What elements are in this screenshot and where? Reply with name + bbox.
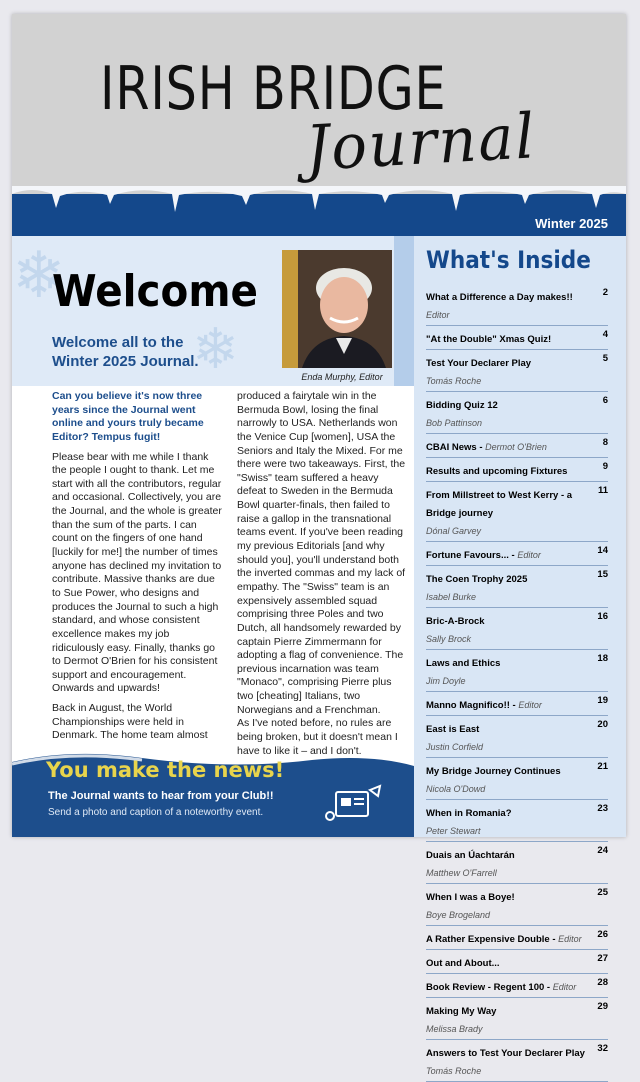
masthead [12,14,626,209]
toc-item-author: Jim Doyle [426,676,466,686]
toc-item-title: Bidding Quiz 12 [426,400,498,411]
toc-item-text [426,887,515,923]
toc-item-text [426,329,551,347]
toc-item-author: Tomás Roche [426,1066,482,1076]
toc-item-page: 15 [597,569,608,580]
toc-item-text [426,929,582,947]
editor-photo [282,250,392,368]
toc-item-title: Answers to Test Your Declarer Play [426,1048,585,1059]
toc-item[interactable] [426,1040,608,1082]
journal-page [12,14,626,1076]
toc-item-page: 18 [597,653,608,664]
editor-portrait-icon [282,250,392,368]
toc-item-author: Isabel Burke [426,592,477,602]
toc-item-author: Boye Brogeland [426,910,491,920]
welcome-section [12,236,414,837]
toc-item-title: From Millstreet to West Kerry - a Bridge journey [426,490,573,519]
snowflake-icon: ❄ [12,239,66,311]
toc-item-text [426,485,594,539]
snowflake-icon: ❄ [192,317,239,380]
toc-item[interactable] [426,884,608,926]
toc-item-text [426,977,576,995]
toc-item-title: When in Romania? [426,808,512,819]
toc-item[interactable] [426,542,608,566]
news-banner [12,758,414,837]
toc-item-page: 19 [597,695,608,706]
toc-item-text [426,461,567,479]
editorial-paragraph: Please bear with me while I thank the people I ought to thank. Let me start with all the contributors, regular and occasional. Collectively, you are the Journal, and the whole is greater than the sum of the parts. I can count on the fingers of one hand [luckily for me!] the number of times anyone has declined my invitation to contribute. Massive thanks are due to Sue Power, who designs and produces the Journal to such a high standard, and whose consistent excellence makes my job ridiculously easy. Finally, thanks go to Dermot O'Brien for his consistent support and encouragement. Onwards and upwards! [52,450,222,695]
toc-item-title: Laws and Ethics [426,658,501,669]
toc-item-page: 23 [597,803,608,814]
whats-inside-panel [414,236,626,1076]
toc-item-title: Book Review - Regent 100 - [426,982,553,993]
toc-item-title: My Bridge Journey Continues [426,766,561,777]
photo-caption: Enda Murphy, Editor [301,372,383,382]
snow-icicles [12,186,626,226]
toc-item-title: "At the Double" Xmas Quiz! [426,334,552,345]
table-of-contents [426,284,608,1082]
toc-item-page: 24 [597,845,608,856]
masthead-script-title: Journal [304,99,538,185]
toc-item[interactable] [426,434,608,458]
editorial-column-1 [52,390,222,749]
toc-item-page: 21 [597,761,608,772]
toc-item-text [426,1001,496,1037]
toc-item-text [426,1043,585,1079]
toc-item-title: Bric-A-Brock [426,616,485,627]
toc-item-text [426,437,547,455]
toc-item-text [426,719,483,755]
toc-item[interactable] [426,392,608,434]
news-heading: You make the news! [46,758,285,782]
toc-item-text [426,545,541,563]
toc-item-text [426,611,485,647]
toc-item-author: Editor [518,700,542,710]
toc-item-author: Tomás Roche [426,376,482,386]
toc-item-text [426,353,531,389]
whats-inside-heading: What's Inside [426,246,591,274]
toc-item-author: Dónal Garvey [426,526,482,536]
toc-item-title: Test Your Declarer Play [426,358,532,369]
toc-item[interactable] [426,950,608,974]
masthead-title: IRISH BRIDGE [100,54,447,124]
toc-item-author: Editor [558,934,582,944]
toc-item[interactable] [426,998,608,1040]
toc-item-author: Matthew O'Farrell [426,868,497,878]
welcome-subtitle: Welcome all to the Winter 2025 Journal. [52,334,199,370]
toc-item[interactable] [426,758,608,800]
news-instruction: Send a photo and caption of a noteworthy event. [48,807,264,818]
toc-item[interactable] [426,716,608,758]
toc-item-title: The Coen Trophy 2025 [426,574,528,585]
toc-item-title: What a Difference a Day makes!! [426,292,573,303]
toc-item-page: 2 [602,287,608,298]
toc-item-author: Editor [552,982,577,992]
welcome-heading: Welcome [52,266,258,317]
toc-item-page: 25 [597,887,608,898]
toc-item-text [426,395,498,431]
toc-item[interactable] [426,284,608,326]
toc-item-author: Justin Corfield [426,742,484,752]
toc-item-text [426,653,500,689]
toc-item-author: Editor [426,310,450,320]
toc-item[interactable] [426,350,608,392]
toc-item[interactable] [426,566,608,608]
toc-item-author: Nicola O'Dowd [426,784,486,794]
toc-item-page: 5 [602,353,608,364]
toc-item-page: 27 [597,953,608,964]
toc-item-page: 6 [602,395,608,406]
toc-item-page: 8 [602,437,608,448]
toc-item-page: 4 [602,329,608,340]
toc-item-page: 16 [597,611,608,622]
toc-item[interactable] [426,608,608,650]
toc-item-title: Making My Way [426,1006,497,1017]
toc-item-title: East is East [426,724,480,735]
toc-item-page: 32 [597,1043,608,1054]
toc-item[interactable] [426,800,608,842]
toc-item[interactable] [426,692,608,716]
toc-item-page: 11 [597,485,608,496]
editorial-paragraph: As I've noted before, no rules are being broken, but it doesn't mean I have to like it – and I don't. [237,717,398,757]
toc-item-text [426,803,512,839]
toc-item-author: Peter Stewart [426,826,481,836]
toc-item-title: CBAI News - [426,442,486,453]
toc-item-text [426,287,573,323]
decorative-stripe [394,236,414,386]
toc-item[interactable] [426,326,608,350]
toc-item-title: When I was a Boye! [426,892,515,903]
welcome-panel [12,236,414,386]
toc-item-text [426,845,515,881]
toc-item[interactable] [426,650,608,692]
toc-item-title: Duais an Úachtarán [426,850,515,861]
toc-item-title: Out and About... [426,958,500,969]
news-subtitle: The Journal wants to hear from your Club!! [48,790,274,802]
editorial-paragraph: Back in August, the World Championships were held in Denmark. The home team almost [52,702,208,742]
issue-label: Winter 2025 [535,216,608,231]
toc-item-title: A Rather Expensive Double - [426,934,559,945]
toc-item-author: Bob Pattinson [426,418,483,428]
editorial-lead: Can you believe it's now three years since the Journal went online and yours truly became Editor? Tempus fugit! [52,390,204,443]
toc-item[interactable] [426,974,608,998]
newsletter-icon [324,786,382,824]
toc-item-author: Dermot O'Brien [485,442,547,452]
editorial-column-2 [237,390,407,764]
editorial-paragraph: produced a fairytale win in the Bermuda Bowl, losing the final narrowly to USA. Netherlands won the Venice Cup [women], USA the Seniors and Italy the Mixed. For me there were two takeaways. First, the "Swiss" team suffered a heavy defeat to Sweden in the Bermuda Bowl quarter-finals, then failed to raise a gallop in the transnational teams event. If you've been reading my previous Editorials [and why should you], you'll understand both the inverted commas and my lack of empathy. The "Swiss" team is an expensively assembled squad comprising three Poles and two Dutch, all handsomely rewarded by captain Pierre Zimmermann for adopting a flag of convenience. The previous incarnation was team "Monaco", comprising Pierre plus two [cheating] Italians, two Norwegians and a Frenchman. [237,390,406,716]
toc-item[interactable] [426,842,608,884]
toc-item-text [426,953,500,971]
toc-item-title: Results and upcoming Fixtures [426,466,568,477]
toc-item[interactable] [426,458,608,482]
toc-item-page: 28 [597,977,608,988]
toc-item-page: 26 [597,929,608,940]
toc-item-title: Manno Magnifico!! - [426,700,519,711]
toc-item-page: 14 [597,545,608,556]
toc-item-page: 9 [602,461,608,472]
toc-item-text [426,569,527,605]
toc-item[interactable] [426,926,608,950]
toc-item-text [426,695,542,713]
toc-item-author: Editor [517,550,541,560]
toc-item[interactable] [426,482,608,542]
toc-item-author: Sally Brock [426,634,472,644]
toc-item-page: 29 [597,1001,608,1012]
toc-item-title: Fortune Favours... - [426,550,518,561]
toc-item-text [426,761,561,797]
toc-item-author: Melissa Brady [426,1024,483,1034]
toc-item-page: 20 [597,719,608,730]
